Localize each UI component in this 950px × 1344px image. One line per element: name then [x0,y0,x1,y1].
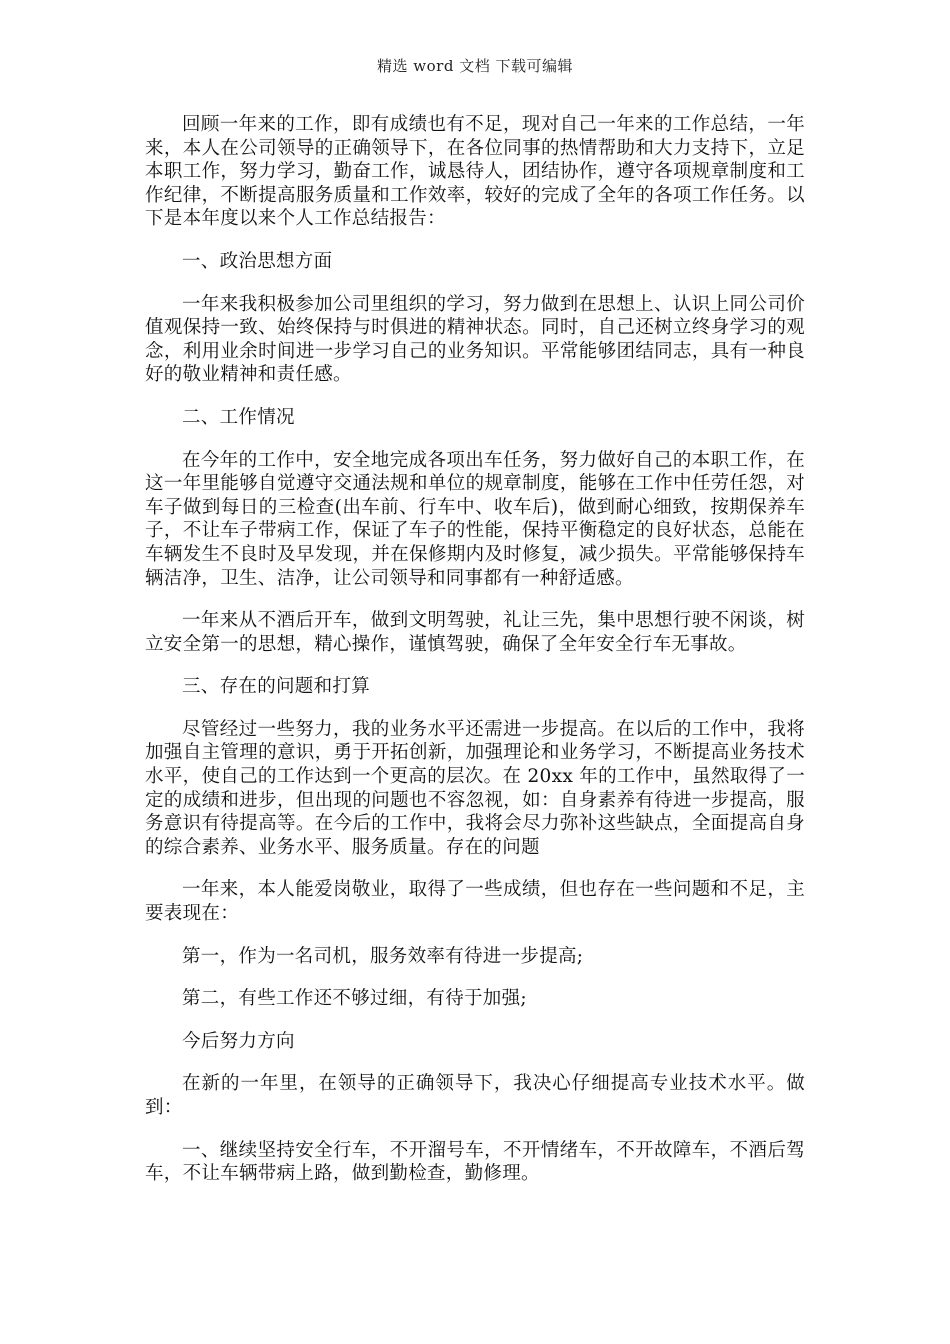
list-item-second: 第二，有些工作还不够过细，有待于加强; [182,988,527,1010]
paragraph-safe-driving: 一年来从不酒后开车，做到文明驾驶，礼让三先，集中思想行驶不闲谈，树立安全第一的思想，精心操作，谨慎驾驶，确保了全年安全行车无事故。 [145,610,805,655]
paragraph-work-details: 在今年的工作中，安全地完成各项出车任务，努力做好自己的本职工作，在这一年里能够自觉遵守交通法规和单位的规章制度，能够在工作中任劳任怨，对车子做到每日的三检查(出车前、行车中、收车后)，做到耐心细致，按期保养车子，不让车子带病工作，保证了车子的性能，保持平衡稳定的良好状态，总能在车辆发生不良时及早发现，并在保修期内及时修复，减少损失。平常能够保持车辆洁净，卫生、洁净，让公司领导和同事都有一种舒适感。 [145,449,805,589]
document-body [145,113,805,1205]
section-heading-problems: 三、存在的问题和打算 [182,676,371,698]
list-item-first: 第一，作为一名司机，服务效率有待进一步提高; [182,945,584,967]
paragraph-politics: 一年来我积极参加公司里组织的学习，努力做到在思想上、认识上同公司价值观保持一致、始终保持与时俱进的精神状态。同时，自己还树立终身学习的观念，利用业余时间进一步学习自己的业务知识。平常能够团结同志，具有一种良好的敬业精神和责任感。 [145,293,805,386]
paragraph-plans: 尽管经过一些努力，我的业务水平还需进一步提高。在以后的工作中，我将加强自主管理的意识，勇于开拓创新，加强理论和业务学习，不断提高业务技术水平，使自己的工作达到一个更高的层次。在 20xx 年的工作中，虽然取得了一定的成绩和进步，但出现的问题也不容忽视，如：自身素养有待进一步提高，服务意识有待提高等。在今后的工作中，我将会尽力弥补这些缺点，全面提高自身的综合素养、业务水平、服务质量。存在的问题 [145,718,805,858]
section-heading-work: 二、工作情况 [182,406,295,428]
page-header: 精选 word 文档 下载可编辑 [377,57,573,75]
section-heading-politics: 一、政治思想方面 [182,250,333,272]
paragraph-intro: 回顾一年来的工作，即有成绩也有不足，现对自己一年来的工作总结，一年来，本人在公司领导的正确领导下，在各位同事的热情帮助和大力支持下，立足本职工作，努力学习，勤奋工作，诚恳待人，团结协作，遵守各项规章制度和工作纪律，不断提高服务质量和工作效率，较好的完成了全年的各项工作任务。以下是本年度以来个人工作总结报告： [145,114,805,230]
paragraph-future-item-one: 一、继续坚持安全行车，不开溜号车，不开情绪车，不开故障车，不酒后驾车，不让车辆带病上路，做到勤检查，勤修理。 [145,1139,805,1185]
paragraph-future-intro: 在新的一年里，在领导的正确领导下，我决心仔细提高专业技术水平。做到： [145,1073,805,1118]
paragraph-shortcomings: 一年来，本人能爱岗敬业，取得了一些成绩，但也存在一些问题和不足，主要表现在： [145,879,805,925]
section-heading-future: 今后努力方向 [182,1030,295,1052]
